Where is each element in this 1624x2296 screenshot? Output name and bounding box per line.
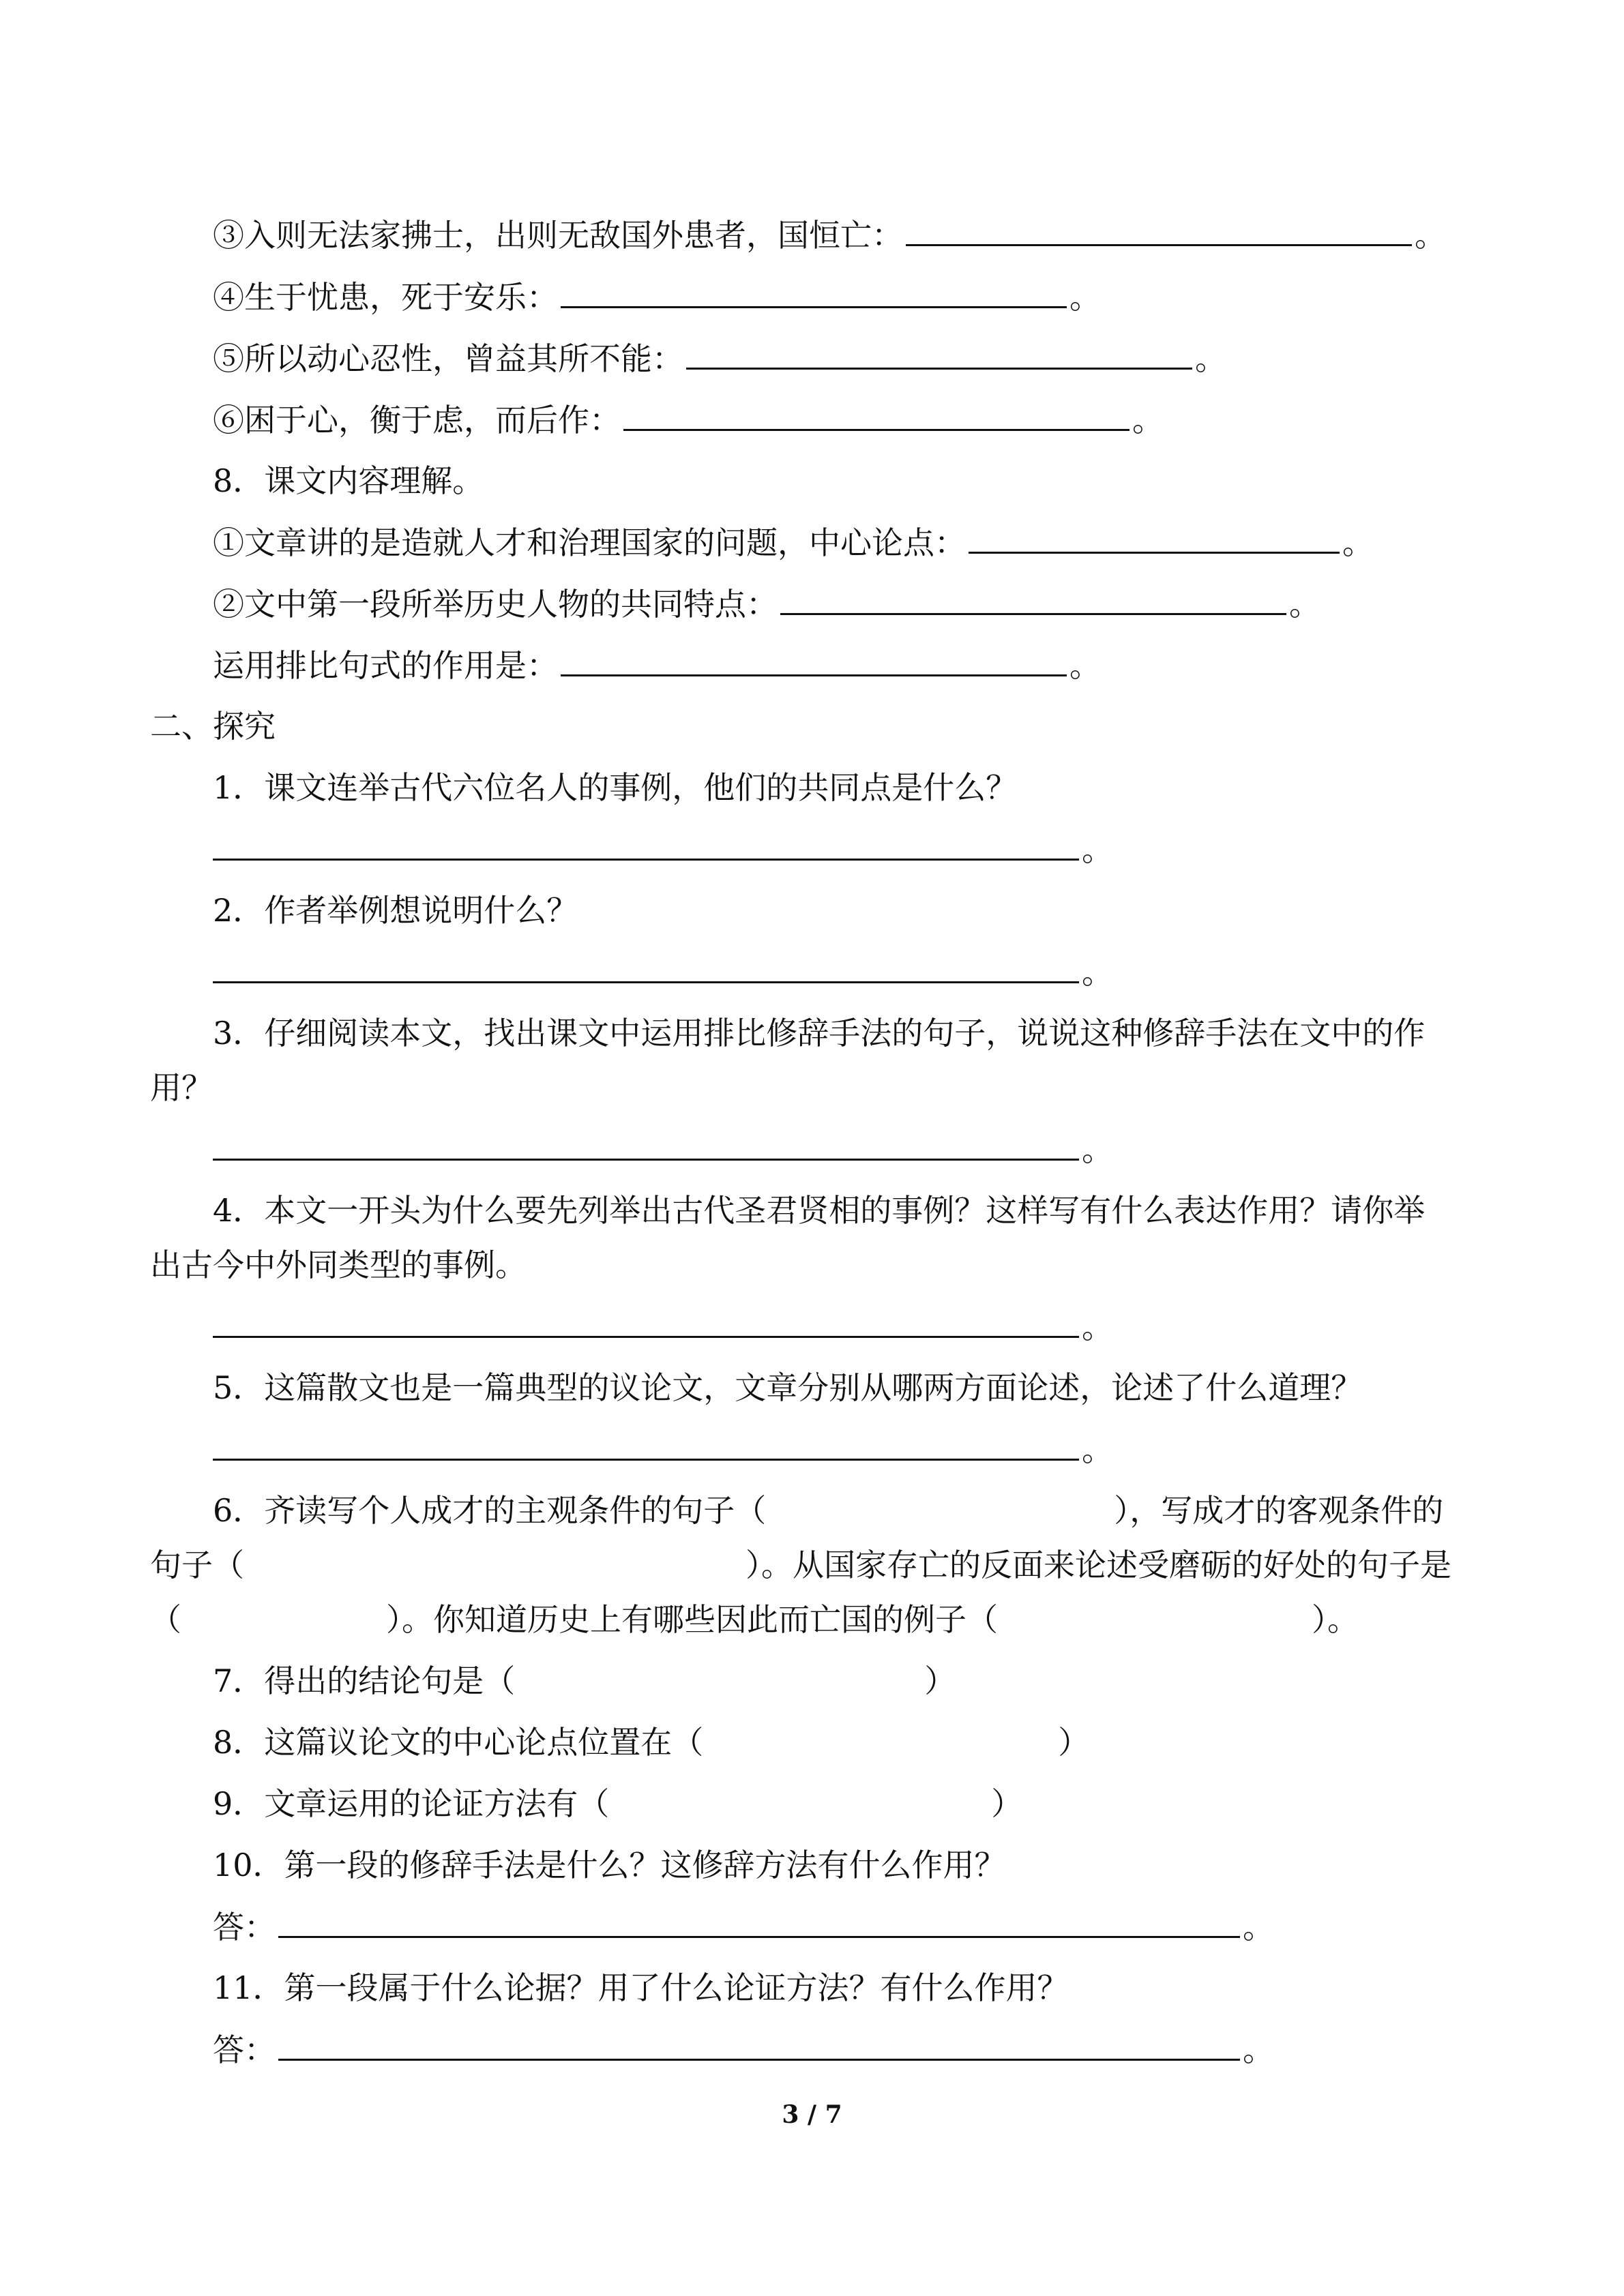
answer-blank[interactable] (278, 2029, 1240, 2061)
fill-line-6 (213, 399, 1164, 440)
question-3-line-1 (213, 1013, 1425, 1054)
fill-line-central-argument (213, 522, 1374, 563)
answer-blank[interactable] (278, 1906, 1240, 1938)
question-5 (213, 1367, 1362, 1408)
line-end: 。 (1082, 831, 1113, 868)
question-6-line-2 (150, 1545, 1451, 1585)
answer-blank[interactable] (561, 644, 1067, 676)
question-text: 出古今中外同类型的事例。 (150, 1247, 527, 1283)
answer-line-4 (213, 1306, 1113, 1347)
answer-blank[interactable] (213, 951, 1079, 983)
line-text: ③入则无法家拂士，出则无敌国外患者，国恒亡： (213, 217, 903, 254)
question-text: 1．课文连举古代六位名人的事例，他们的共同点是什么？ (213, 769, 1018, 806)
question-text: 7．得出的结论句是（ (213, 1663, 516, 1699)
line-end: 。 (1415, 217, 1446, 254)
answer-blank[interactable] (969, 522, 1340, 554)
question-10 (213, 1845, 1006, 1885)
answer-blank[interactable] (780, 583, 1286, 615)
answer-label: 答： (213, 1909, 276, 1945)
question-text: 8．这篇议论文的中心论点位置在（ (213, 1724, 704, 1761)
answer-line-2 (213, 951, 1113, 992)
question-text: ）。你知道历史上有哪些因此而亡国的例子（ (386, 1601, 998, 1638)
line-end: 。 (1082, 954, 1113, 991)
question-text: 9．文章运用的论证方法有（ (213, 1785, 610, 1822)
question-text: 4．本文一开头为什么要先列举出古代圣君贤相的事例？这样写有什么表达作用？请你举 (213, 1192, 1426, 1229)
line-text: ①文章讲的是造就人才和治理国家的问题，中心论点： (213, 524, 966, 561)
page-number: 3 / 7 (782, 2100, 842, 2129)
line-end: 。 (1132, 402, 1164, 438)
question-11 (213, 1967, 1069, 2008)
answer-blank[interactable] (213, 1306, 1079, 1338)
fill-line-common-traits (213, 583, 1320, 624)
line-text: ⑥困于心，衡于虑，而后作： (213, 402, 621, 438)
question-text: 3．仔细阅读本文，找出课文中运用排比修辞手法的句子，说说这种修辞手法在文中的作 (213, 1015, 1426, 1052)
line-text: 8．课文内容理解。 (213, 462, 484, 499)
question-text: ） (924, 1663, 956, 1699)
answer-blank[interactable] (213, 1129, 1079, 1161)
answer-blank[interactable] (906, 214, 1412, 246)
answer-line-3 (213, 1129, 1113, 1169)
question-text: 10．第一段的修辞手法是什么？这修辞方法有什么作用？ (213, 1847, 1006, 1883)
question-8 (213, 1722, 1089, 1763)
answer-blank[interactable] (686, 338, 1192, 370)
fill-line-parallelism (213, 644, 1101, 685)
answer-blank[interactable] (213, 1429, 1079, 1461)
answer-line-11 (213, 2029, 1274, 2070)
question-text: 5．这篇散文也是一篇典型的议论文，文章分别从哪两方面论述，论述了什么道理？ (213, 1369, 1363, 1406)
fill-line-4 (213, 276, 1101, 317)
question-4-line-2 (150, 1244, 527, 1285)
answer-line-1 (213, 829, 1113, 869)
line-text: ④生于忧患，死于安乐： (213, 279, 558, 316)
question-6-line-1 (213, 1490, 1443, 1531)
section-heading-8 (213, 460, 484, 501)
answer-blank[interactable] (213, 829, 1079, 861)
question-text: 6．齐读写个人成才的主观条件的句子（ (213, 1492, 767, 1529)
answer-label: 答： (213, 2031, 276, 2068)
section-title (150, 706, 276, 747)
question-6-line-3 (150, 1599, 1359, 1640)
question-9 (213, 1783, 1022, 1824)
line-end: 。 (1195, 340, 1226, 377)
line-text: ②文中第一段所举历史人物的共同特点： (213, 586, 778, 623)
question-4-line-1 (213, 1190, 1425, 1231)
line-text: ⑤所以动心忍性，曾益其所不能： (213, 340, 683, 377)
line-end: 。 (1082, 1131, 1113, 1168)
fill-line-3 (213, 214, 1446, 255)
question-3-line-2 (150, 1067, 213, 1108)
question-2 (213, 890, 578, 931)
line-end: 。 (1069, 647, 1101, 684)
question-text: （ (150, 1601, 181, 1638)
answer-line-5 (213, 1429, 1113, 1470)
line-end: 。 (1082, 1309, 1113, 1345)
question-7 (213, 1660, 956, 1701)
line-end: 。 (1289, 586, 1320, 623)
line-text: 运用排比句式的作用是： (213, 647, 558, 684)
question-text: ），写成才的客观条件的 (1114, 1492, 1444, 1529)
answer-line-10 (213, 1906, 1274, 1947)
question-text: 用？ (150, 1069, 213, 1106)
answer-blank[interactable] (561, 276, 1067, 308)
line-end: 。 (1069, 279, 1101, 316)
section-title-text: 二、探究 (150, 708, 276, 745)
question-text: 句子（ (150, 1547, 244, 1583)
line-end: 。 (1243, 2031, 1274, 2068)
line-end: 。 (1082, 1431, 1113, 1468)
question-text: ）。从国家存亡的反面来论述受磨砺的好处的句子是 (745, 1547, 1451, 1583)
fill-line-5 (213, 338, 1226, 378)
question-1 (213, 767, 1017, 808)
question-text: 2．作者举例想说明什么？ (213, 892, 578, 929)
question-text: ）。 (1312, 1601, 1359, 1638)
question-text: ） (1058, 1724, 1090, 1761)
question-text: ） (991, 1785, 1023, 1822)
question-text: 11．第一段属于什么论据？用了什么论证方法？有什么作用？ (213, 1969, 1069, 2006)
answer-blank[interactable] (623, 399, 1130, 431)
line-end: 。 (1243, 1909, 1274, 1945)
line-end: 。 (1342, 524, 1374, 561)
